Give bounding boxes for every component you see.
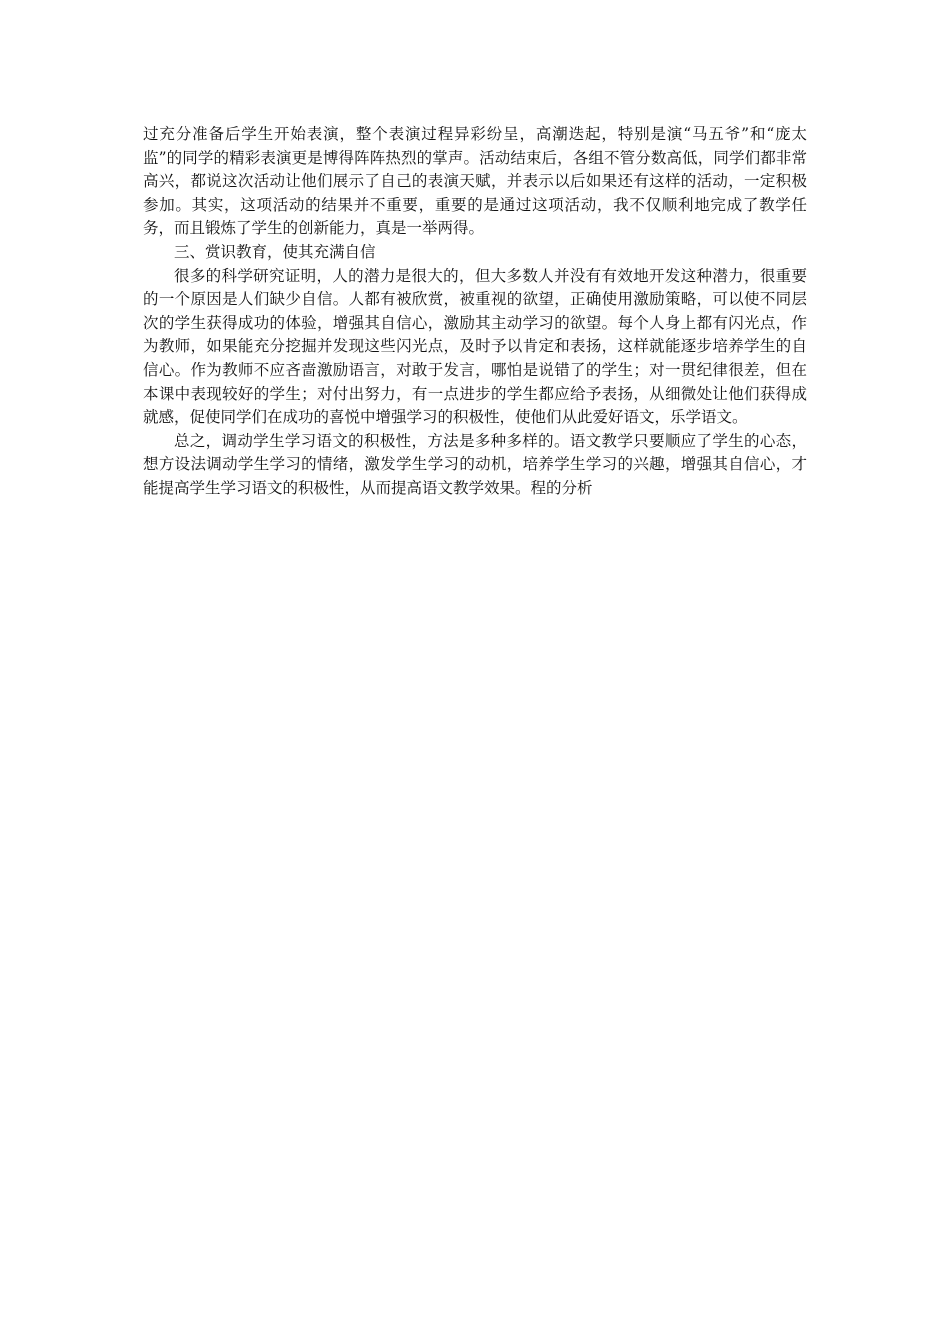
section-heading-appreciation-education: 三、赏识教育，使其充满自信: [174, 242, 376, 261]
paragraph-confidence: 很多的科学研究证明，人的潜力是很大的，但大多数人并没有有效地开发这种潜力，很重要的一个原因是人们缺少自信。人都有被欣赏，被重视的欲望，正确使用激励策略，可以使不同层次的学生获得成功的体验，增强其自信心，激励其主动学习的欲望。每个人身上都有闪光点，作为教师，如果能充分挖掘并发现这些闪光点，及时予以肯定和表扬，这样就能逐步培养学生的自信心。作为教师不应吝啬激励语言，对敢于发言，哪怕是说错了的学生；对一贯纪律很差，但在本课中表现较好的学生；对付出努力，有一点进步的学生都应给予表扬，从细微处让他们获得成就感，促使同学们在成功的喜悦中增强学习的积极性，使他们从此爱好语文，乐学语文。: [143, 266, 807, 427]
document-body: [143, 123, 807, 501]
paragraph-performance-activity: 过充分准备后学生开始表演，整个表演过程异彩纷呈，高潮迭起，特别是演“马五爷”和“庞太监”的同学的精彩表演更是博得阵阵热烈的掌声。活动结束后，各组不管分数高低，同学们都非常高兴，都说这次活动让他们展示了自己的表演天赋，并表示以后如果还有这样的活动，一定积极参加。其实，这项活动的结果并不重要，重要的是通过这项活动，我不仅顺利地完成了教学任务，而且锻炼了学生的创新能力，真是一举两得。: [143, 125, 807, 238]
paragraph-conclusion: 总之，调动学生学习语文的积极性，方法是多种多样的。语文教学只要顺应了学生的心态，想方设法调动学生学习的情绪，激发学生学习的动机，培养学生学习的兴趣，增强其自信心，才能提高学生学习语文的积极性，从而提高语文教学效果。程的分析: [143, 431, 807, 497]
